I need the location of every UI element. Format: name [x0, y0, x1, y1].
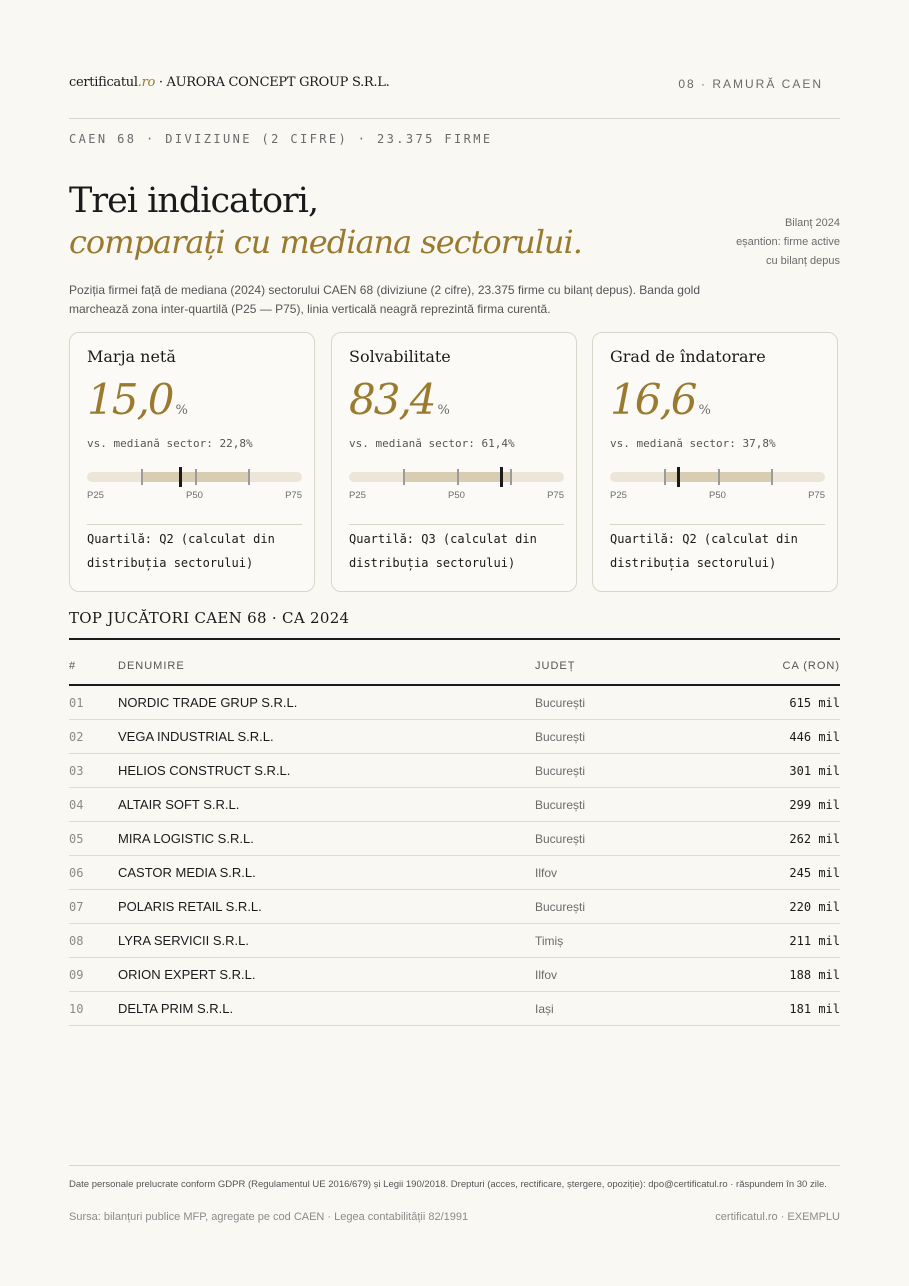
indicator-card-solvency [331, 332, 577, 592]
quartile-line-2: distribuția sectorului) [87, 556, 254, 570]
table-row [69, 685, 840, 720]
company-name: ORION EXPERT S.R.L. [118, 958, 535, 992]
p25-label: P25 [610, 490, 627, 501]
revenue: 446 mil [677, 720, 840, 754]
company-name: NORDIC TRADE GRUP S.R.L. [118, 685, 535, 720]
caen-line: CAEN 68 · DIVIZIUNE (2 CIFRE) · 23.375 FIRME [69, 132, 493, 146]
revenue: 188 mil [677, 958, 840, 992]
county: București [535, 720, 677, 754]
percentile-track [349, 472, 564, 482]
row-index: 02 [69, 720, 118, 754]
brand [69, 75, 389, 90]
company-name: LYRA SERVICII S.R.L. [118, 924, 535, 958]
county: București [535, 822, 677, 856]
page-title: Trei indicatori, [69, 181, 319, 221]
firm-marker [179, 467, 182, 487]
p50-label: P50 [448, 490, 465, 501]
value-unit: % [437, 403, 450, 418]
p75-tick [248, 469, 250, 485]
revenue: 262 mil [677, 822, 840, 856]
top-players-table [69, 648, 840, 1026]
footer-divider [69, 1165, 840, 1166]
percentile-track [87, 472, 302, 482]
footer-right: certificatul.ro · EXEMPLU [715, 1211, 840, 1223]
p50-tick [718, 469, 720, 485]
page-subtitle: comparați cu mediana sectorului. [69, 223, 582, 261]
brand-tld: .ro [137, 75, 156, 90]
revenue: 615 mil [677, 685, 840, 720]
company-name: HELIOS CONSTRUCT S.R.L. [118, 754, 535, 788]
section-tag: 08 · RAMURĂ CAEN [678, 77, 823, 91]
meta-block [736, 214, 840, 271]
row-index: 03 [69, 754, 118, 788]
vs-median: vs. mediană sector: 61,4% [349, 437, 515, 450]
revenue: 245 mil [677, 856, 840, 890]
county: Iași [535, 992, 677, 1026]
table-row [69, 924, 840, 958]
quartile-line-2: distribuția sectorului) [610, 556, 777, 570]
table-row [69, 958, 840, 992]
vs-median: vs. mediană sector: 22,8% [87, 437, 253, 450]
quartile-note [349, 527, 564, 575]
card-title: Marja netă [87, 347, 176, 366]
value-unit: % [698, 403, 711, 418]
p25-tick [664, 469, 666, 485]
value-number: 83,4 [349, 375, 435, 424]
vs-median: vs. mediană sector: 37,8% [610, 437, 776, 450]
card-title: Grad de îndatorare [610, 347, 766, 366]
p25-tick [141, 469, 143, 485]
company-name: POLARIS RETAIL S.R.L. [118, 890, 535, 924]
percentile-track [610, 472, 825, 482]
p50-label: P50 [186, 490, 203, 501]
county: Ilfov [535, 856, 677, 890]
p50-label: P50 [709, 490, 726, 501]
county: Ilfov [535, 958, 677, 992]
p75-label: P75 [547, 490, 564, 501]
county: București [535, 890, 677, 924]
company-name: · AURORA CONCEPT GROUP S.R.L. [155, 75, 390, 90]
table-row [69, 890, 840, 924]
table-header-row [69, 648, 840, 685]
quartile-note [87, 527, 302, 575]
p75-tick [510, 469, 512, 485]
company-name: VEGA INDUSTRIAL S.R.L. [118, 720, 535, 754]
p25-label: P25 [87, 490, 104, 501]
table-row [69, 822, 840, 856]
company-name: DELTA PRIM S.R.L. [118, 992, 535, 1026]
card-value [87, 375, 188, 424]
value-number: 16,6 [610, 375, 696, 424]
revenue: 220 mil [677, 890, 840, 924]
brand-name: certificatul [69, 75, 138, 90]
header-divider [69, 118, 840, 119]
quartile-line-1: Quartilă: Q2 (calculat din [87, 532, 275, 546]
meta-line-2: eșantion: firme active [736, 236, 840, 248]
top-divider [69, 638, 840, 640]
row-index: 08 [69, 924, 118, 958]
indicator-card-debt-ratio [592, 332, 838, 592]
p75-label: P75 [808, 490, 825, 501]
card-divider [610, 524, 825, 525]
table-row [69, 856, 840, 890]
revenue: 299 mil [677, 788, 840, 822]
revenue: 301 mil [677, 754, 840, 788]
gdpr-notice: Date personale prelucrate conform GDPR (Regulamentul UE 2016/679) și Legii 190/2018. Drepturi (acces, rectificare, ștergere, opoziție): dpo@certificatul.ro · răspundem în 30 zile. [69, 1179, 827, 1190]
row-index: 07 [69, 890, 118, 924]
indicator-card-net-margin [69, 332, 315, 592]
page-header [69, 75, 840, 97]
quartile-line-1: Quartilă: Q2 (calculat din [610, 532, 798, 546]
card-divider [349, 524, 564, 525]
table-row [69, 754, 840, 788]
card-value [610, 375, 711, 424]
p25-label: P25 [349, 490, 366, 501]
firm-marker [500, 467, 503, 487]
quartile-line-2: distribuția sectorului) [349, 556, 516, 570]
table-row [69, 992, 840, 1026]
row-index: 10 [69, 992, 118, 1026]
row-index: 06 [69, 856, 118, 890]
p25-tick [403, 469, 405, 485]
source-note: Sursa: bilanțuri publice MFP, agregate pe cod CAEN · Legea contabilității 82/1991 [69, 1211, 469, 1223]
county: Timiș [535, 924, 677, 958]
value-number: 15,0 [87, 375, 173, 424]
county: București [535, 788, 677, 822]
company-name: ALTAIR SOFT S.R.L. [118, 788, 535, 822]
firm-marker [677, 467, 680, 487]
row-index: 05 [69, 822, 118, 856]
p50-tick [195, 469, 197, 485]
value-unit: % [175, 403, 188, 418]
col-idx: # [69, 648, 118, 685]
col-name: DENUMIRE [118, 648, 535, 685]
card-divider [87, 524, 302, 525]
revenue: 181 mil [677, 992, 840, 1026]
col-county: JUDEȚ [535, 648, 677, 685]
table-row [69, 788, 840, 822]
row-index: 01 [69, 685, 118, 720]
company-name: CASTOR MEDIA S.R.L. [118, 856, 535, 890]
revenue: 211 mil [677, 924, 840, 958]
row-index: 09 [69, 958, 118, 992]
quartile-note [610, 527, 825, 575]
meta-line-1: Bilanț 2024 [784, 217, 840, 229]
col-ca: CA (RON) [677, 648, 840, 685]
table-row [69, 720, 840, 754]
description: Poziția firmei față de mediana (2024) sectorului CAEN 68 (diviziune (2 cifre), 23.375 firme cu bilanț depus). Banda gold marchează zona inter-quartilă (P25 — P75), linia verticală neagră reprezintă firma curentă. [69, 283, 700, 316]
row-index: 04 [69, 788, 118, 822]
card-value [349, 375, 450, 424]
meta-line-3: cu bilanț depus [766, 255, 840, 267]
p75-label: P75 [285, 490, 302, 501]
county: București [535, 754, 677, 788]
company-name: MIRA LOGISTIC S.R.L. [118, 822, 535, 856]
top-players-title: TOP JUCĂTORI CAEN 68 · CA 2024 [69, 609, 350, 627]
county: București [535, 685, 677, 720]
p50-tick [457, 469, 459, 485]
p75-tick [771, 469, 773, 485]
quartile-line-1: Quartilă: Q3 (calculat din [349, 532, 537, 546]
card-title: Solvabilitate [349, 347, 451, 366]
